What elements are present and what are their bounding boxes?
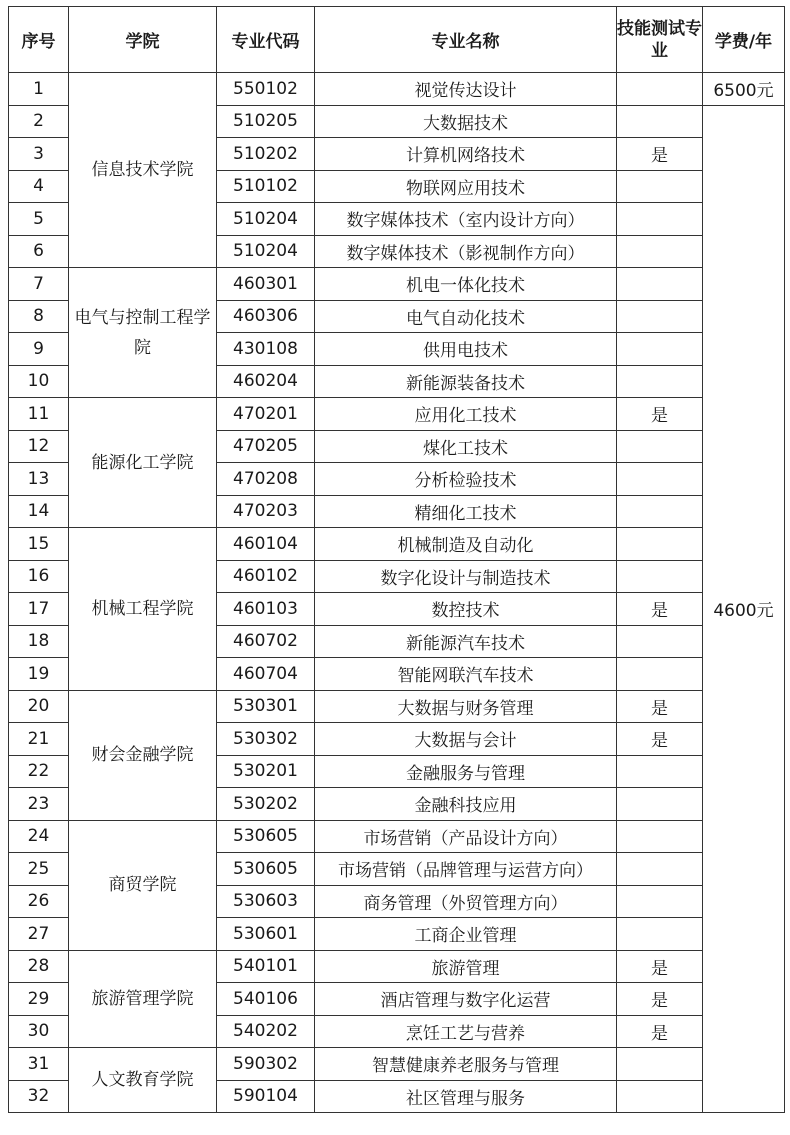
major-name: 新能源汽车技术 <box>315 625 617 658</box>
major-name: 供用电技术 <box>315 333 617 366</box>
college-name: 人文教育学院 <box>69 1048 217 1113</box>
row-index: 1 <box>9 73 69 106</box>
row-index: 17 <box>9 593 69 626</box>
major-code: 470205 <box>217 430 315 463</box>
table-row <box>9 528 785 561</box>
major-name: 旅游管理 <box>315 950 617 983</box>
row-index: 26 <box>9 885 69 918</box>
college-name: 电气与控制工程学院 <box>69 268 217 398</box>
major-name: 数字媒体技术（室内设计方向） <box>315 203 617 236</box>
table-row <box>9 820 785 853</box>
skill-test <box>617 333 703 366</box>
skill-test <box>617 170 703 203</box>
row-index: 12 <box>9 430 69 463</box>
table-row <box>9 398 785 431</box>
skill-test <box>617 73 703 106</box>
row-index: 6 <box>9 235 69 268</box>
row-index: 28 <box>9 950 69 983</box>
major-name: 大数据技术 <box>315 105 617 138</box>
skill-test <box>617 560 703 593</box>
college-name: 信息技术学院 <box>69 73 217 268</box>
table-row <box>9 73 785 106</box>
skill-test <box>617 463 703 496</box>
major-code: 540202 <box>217 1015 315 1048</box>
row-index: 5 <box>9 203 69 236</box>
row-index: 8 <box>9 300 69 333</box>
major-code: 460702 <box>217 625 315 658</box>
major-name: 工商企业管理 <box>315 918 617 951</box>
skill-test <box>617 105 703 138</box>
skill-test <box>617 235 703 268</box>
major-code: 460306 <box>217 300 315 333</box>
major-name: 机电一体化技术 <box>315 268 617 301</box>
row-index: 14 <box>9 495 69 528</box>
header-fee: 学费/年 <box>703 7 785 73</box>
skill-test: 是 <box>617 983 703 1016</box>
major-code: 530201 <box>217 755 315 788</box>
header-index: 序号 <box>9 7 69 73</box>
major-code: 460102 <box>217 560 315 593</box>
table-body <box>9 73 785 1113</box>
row-index: 7 <box>9 268 69 301</box>
skill-test: 是 <box>617 138 703 171</box>
skill-test <box>617 625 703 658</box>
skill-test <box>617 203 703 236</box>
major-name: 电气自动化技术 <box>315 300 617 333</box>
major-name: 新能源装备技术 <box>315 365 617 398</box>
major-code: 550102 <box>217 73 315 106</box>
major-code: 470201 <box>217 398 315 431</box>
major-code: 530605 <box>217 820 315 853</box>
major-name: 数字媒体技术（影视制作方向） <box>315 235 617 268</box>
skill-test <box>617 268 703 301</box>
major-code: 470208 <box>217 463 315 496</box>
row-index: 24 <box>9 820 69 853</box>
major-name: 应用化工技术 <box>315 398 617 431</box>
header-college: 学院 <box>69 7 217 73</box>
major-name: 智能网联汽车技术 <box>315 658 617 691</box>
row-index: 23 <box>9 788 69 821</box>
row-index: 32 <box>9 1080 69 1113</box>
skill-test <box>617 788 703 821</box>
skill-test: 是 <box>617 950 703 983</box>
row-index: 29 <box>9 983 69 1016</box>
major-code: 530603 <box>217 885 315 918</box>
major-name: 市场营销（产品设计方向） <box>315 820 617 853</box>
skill-test <box>617 495 703 528</box>
skill-test: 是 <box>617 593 703 626</box>
major-code: 460104 <box>217 528 315 561</box>
table-row <box>9 950 785 983</box>
skill-test <box>617 885 703 918</box>
skill-test <box>617 1080 703 1113</box>
major-code: 540101 <box>217 950 315 983</box>
major-name: 视觉传达设计 <box>315 73 617 106</box>
major-name: 社区管理与服务 <box>315 1080 617 1113</box>
major-code: 460301 <box>217 268 315 301</box>
major-name: 分析检验技术 <box>315 463 617 496</box>
major-code: 510102 <box>217 170 315 203</box>
skill-test <box>617 1048 703 1081</box>
major-code: 470203 <box>217 495 315 528</box>
major-code: 530605 <box>217 853 315 886</box>
skill-test <box>617 918 703 951</box>
skill-test: 是 <box>617 398 703 431</box>
row-index: 2 <box>9 105 69 138</box>
row-index: 4 <box>9 170 69 203</box>
header-name: 专业名称 <box>315 7 617 73</box>
skill-test <box>617 658 703 691</box>
row-index: 9 <box>9 333 69 366</box>
major-code: 510202 <box>217 138 315 171</box>
row-index: 13 <box>9 463 69 496</box>
major-name: 酒店管理与数字化运营 <box>315 983 617 1016</box>
fee-first: 6500元 <box>703 73 785 106</box>
row-index: 11 <box>9 398 69 431</box>
major-code: 540106 <box>217 983 315 1016</box>
row-index: 19 <box>9 658 69 691</box>
row-index: 25 <box>9 853 69 886</box>
major-code: 510204 <box>217 203 315 236</box>
college-name: 财会金融学院 <box>69 690 217 820</box>
major-name: 煤化工技术 <box>315 430 617 463</box>
major-code: 530601 <box>217 918 315 951</box>
skill-test <box>617 365 703 398</box>
major-name: 数字化设计与制造技术 <box>315 560 617 593</box>
skill-test: 是 <box>617 723 703 756</box>
major-name: 计算机网络技术 <box>315 138 617 171</box>
fee-rest: 4600元 <box>703 105 785 1113</box>
college-name: 能源化工学院 <box>69 398 217 528</box>
major-code: 590104 <box>217 1080 315 1113</box>
table-row <box>9 1048 785 1081</box>
major-code: 530302 <box>217 723 315 756</box>
major-name: 大数据与会计 <box>315 723 617 756</box>
row-index: 20 <box>9 690 69 723</box>
major-name: 金融科技应用 <box>315 788 617 821</box>
row-index: 16 <box>9 560 69 593</box>
skill-test <box>617 430 703 463</box>
major-code: 530202 <box>217 788 315 821</box>
college-name: 旅游管理学院 <box>69 950 217 1048</box>
major-code: 510204 <box>217 235 315 268</box>
row-index: 21 <box>9 723 69 756</box>
skill-test <box>617 528 703 561</box>
major-name: 大数据与财务管理 <box>315 690 617 723</box>
major-code: 460704 <box>217 658 315 691</box>
major-name: 商务管理（外贸管理方向） <box>315 885 617 918</box>
major-name: 精细化工技术 <box>315 495 617 528</box>
table-row <box>9 268 785 301</box>
header-code: 专业代码 <box>217 7 315 73</box>
major-code: 460204 <box>217 365 315 398</box>
major-name: 金融服务与管理 <box>315 755 617 788</box>
skill-test <box>617 853 703 886</box>
row-index: 18 <box>9 625 69 658</box>
major-name: 市场营销（品牌管理与运营方向） <box>315 853 617 886</box>
college-name: 商贸学院 <box>69 820 217 950</box>
majors-table <box>8 6 785 1113</box>
skill-test <box>617 300 703 333</box>
header-skill: 技能测试专业 <box>617 7 703 73</box>
skill-test <box>617 820 703 853</box>
skill-test <box>617 755 703 788</box>
skill-test: 是 <box>617 1015 703 1048</box>
row-index: 31 <box>9 1048 69 1081</box>
major-code: 510205 <box>217 105 315 138</box>
row-index: 10 <box>9 365 69 398</box>
table-row <box>9 690 785 723</box>
row-index: 15 <box>9 528 69 561</box>
row-index: 22 <box>9 755 69 788</box>
college-name: 机械工程学院 <box>69 528 217 691</box>
major-name: 烹饪工艺与营养 <box>315 1015 617 1048</box>
major-code: 530301 <box>217 690 315 723</box>
major-name: 智慧健康养老服务与管理 <box>315 1048 617 1081</box>
major-name: 机械制造及自动化 <box>315 528 617 561</box>
major-code: 430108 <box>217 333 315 366</box>
row-index: 27 <box>9 918 69 951</box>
major-name: 物联网应用技术 <box>315 170 617 203</box>
major-name: 数控技术 <box>315 593 617 626</box>
major-code: 590302 <box>217 1048 315 1081</box>
header-row <box>9 7 785 73</box>
skill-test: 是 <box>617 690 703 723</box>
row-index: 30 <box>9 1015 69 1048</box>
major-code: 460103 <box>217 593 315 626</box>
row-index: 3 <box>9 138 69 171</box>
